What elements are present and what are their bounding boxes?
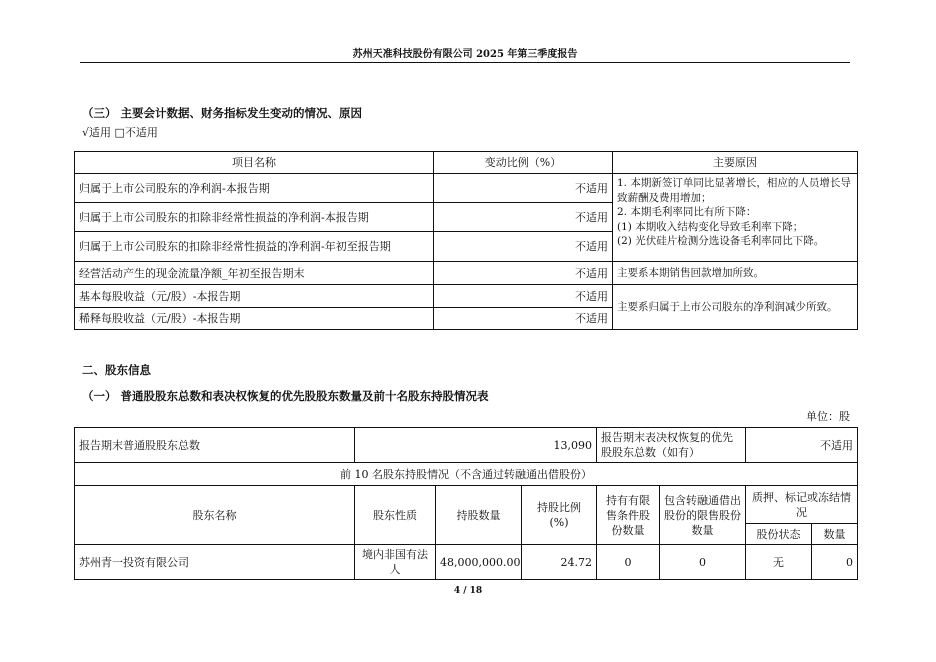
col-header-lent-restricted: 包含转融通借出股份的限售股份数量 <box>660 486 746 545</box>
shareholders-header-row <box>75 486 858 524</box>
shareholder-restricted: 0 <box>597 545 660 580</box>
shareholders-table <box>74 427 858 580</box>
table-row <box>75 545 858 580</box>
reason-cashflow: 主要系本期销售回款增加所致。 <box>613 262 858 285</box>
change-ratio: 不适用 <box>434 285 613 308</box>
col-header-ratio: 变动比例（%） <box>434 152 613 174</box>
item-name: 基本每股收益（元/股）-本报告期 <box>75 285 434 308</box>
col-header-nature: 股东性质 <box>355 486 436 545</box>
changes-table <box>74 151 858 330</box>
reason-line: 1. 本期新签订单同比显著增长，相应的人员增长导致薪酬及费用增加； <box>617 177 851 204</box>
col-header-shares: 持股数量 <box>436 486 522 545</box>
col-header-reason: 主要原因 <box>613 152 858 174</box>
item-name: 归属于上市公司股东的扣除非经常性损益的净利润-年初至报告期 <box>75 232 434 262</box>
shareholder-ratio: 24.72 <box>522 545 597 580</box>
col-header-item: 项目名称 <box>75 152 434 174</box>
change-ratio: 不适用 <box>434 203 613 232</box>
col-header-pledge-status: 股份状态 <box>746 524 812 545</box>
shareholder-lent-restricted: 0 <box>660 545 746 580</box>
total-shareholders-value: 13,090 <box>355 428 597 463</box>
item-name: 归属于上市公司股东的净利润-本报告期 <box>75 174 434 203</box>
pref-shareholders-value: 不适用 <box>746 428 858 463</box>
table-row <box>75 174 858 203</box>
applicability-indicator: √适用 □不适用 <box>82 126 158 139</box>
reason-line: (2) 光伏硅片检测分选设备毛利率同比下降。 <box>617 235 825 247</box>
unit-label: 单位：股 <box>806 410 850 423</box>
table-row <box>75 285 858 308</box>
shareholder-nature: 境内非国有法人 <box>355 545 436 580</box>
page-header: 苏州天准科技股份有限公司 2025 年第三季度报告 <box>352 49 578 60</box>
table-row <box>75 262 858 285</box>
reason-line: 2. 本期毛利率同比有所下降： <box>617 206 757 218</box>
change-ratio: 不适用 <box>434 174 613 203</box>
change-ratio: 不适用 <box>434 308 613 330</box>
item-name: 归属于上市公司股东的扣除非经常性损益的净利润-本报告期 <box>75 203 434 232</box>
changes-header-row <box>75 152 858 174</box>
item-name: 稀释每股收益（元/股）-本报告期 <box>75 308 434 330</box>
total-shareholders-label: 报告期末普通股股东总数 <box>75 428 355 463</box>
section-title-shareholders: 二、股东信息 <box>82 363 151 377</box>
col-header-shareholder-name: 股东名称 <box>75 486 355 545</box>
change-ratio: 不适用 <box>434 262 613 285</box>
change-ratio: 不适用 <box>434 232 613 262</box>
shareholder-name: 苏州青一投资有限公司 <box>75 545 355 580</box>
col-header-pledge: 质押、标记或冻结情况 <box>746 486 858 524</box>
total-shareholders-row <box>75 428 858 463</box>
reason-eps: 主要系归属于上市公司股东的净利润减少所致。 <box>613 285 858 330</box>
pledge-status: 无 <box>746 545 812 580</box>
col-header-pledge-qty: 数量 <box>812 524 858 545</box>
top10-caption: 前 10 名股东持股情况（不含通过转融通出借股份） <box>75 463 858 486</box>
col-header-restricted: 持有有限售条件股份数量 <box>597 486 660 545</box>
item-name: 经营活动产生的现金流量净额_年初至报告期末 <box>75 262 434 285</box>
reason-line: (1) 本期收入结构变化导致毛利率下降； <box>617 220 804 233</box>
page-number: 4 / 18 <box>453 586 483 596</box>
top10-caption-row <box>75 463 858 486</box>
pref-shareholders-label: 报告期末表决权恢复的优先股股东总数（如有） <box>597 428 746 463</box>
col-header-ratio: 持股比例 (%) <box>522 486 597 545</box>
section-title-changes: （三） 主要会计数据、财务指标发生变动的情况、原因 <box>82 106 363 120</box>
header-rule <box>80 62 850 63</box>
pledge-quantity: 0 <box>812 545 858 580</box>
shareholder-shares: 48,000,000.00 <box>436 545 522 580</box>
reason-net-profit <box>613 174 858 262</box>
subsection-title-top10: （一） 普通股股东总数和表决权恢复的优先股股东数量及前十名股东持股情况表 <box>82 389 489 403</box>
